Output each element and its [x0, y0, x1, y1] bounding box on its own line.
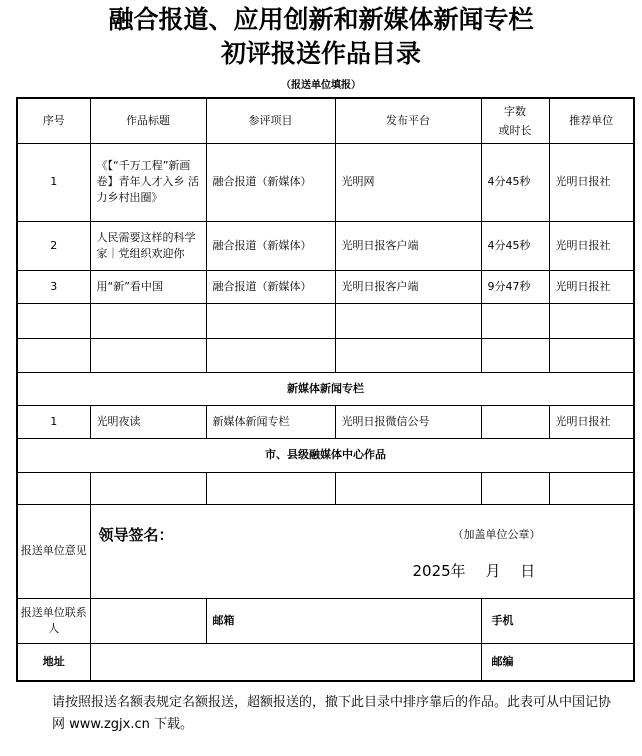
row-length — [481, 405, 549, 438]
empty-cell[interactable] — [17, 338, 90, 372]
table-row — [17, 270, 634, 303]
leader-signature-label: 领导签名： — [98, 525, 174, 544]
row-platform: 光明日报微信公号 — [335, 405, 481, 438]
contact-value[interactable] — [90, 598, 206, 643]
row-index: 1 — [17, 405, 90, 438]
row-length: 4分45秒 — [481, 221, 549, 270]
empty-cell[interactable] — [549, 303, 634, 338]
header-category: 参评项目 — [206, 98, 335, 143]
section-newmedia-heading: 新媒体新闻专栏 — [17, 372, 634, 405]
date-line: 2025年 月 日 — [412, 561, 536, 580]
empty-row — [17, 338, 634, 372]
header-unit: 推荐单位 — [549, 98, 634, 143]
row-unit: 光明日报社 — [549, 405, 634, 438]
row-title: 用“新”看中国 — [90, 270, 206, 303]
row-title: 《【“千万工程”新画卷】青年人才入乡 活力乡村出圈》 — [90, 143, 206, 221]
row-platform: 光明日报客户端 — [335, 270, 481, 303]
empty-cell[interactable] — [206, 303, 335, 338]
document-subtitle-title: 初评报送作品目录 — [220, 39, 421, 68]
table-row — [17, 221, 634, 270]
row-platform: 光明日报客户端 — [335, 221, 481, 270]
row-title: 光明夜读 — [90, 405, 206, 438]
empty-cell[interactable] — [90, 303, 206, 338]
contact-label: 报送单位联系人 — [17, 598, 90, 643]
row-length: 4分45秒 — [481, 143, 549, 221]
row-index: 2 — [17, 221, 90, 270]
document-title: 融合报道、应用创新和新媒体新闻专栏 — [108, 5, 534, 34]
empty-cell[interactable] — [335, 338, 481, 372]
submission-table — [16, 97, 635, 682]
header-index: 序号 — [17, 98, 90, 143]
empty-row — [17, 303, 634, 338]
opinion-label: 报送单位意见 — [17, 504, 90, 598]
footer-note: 请按照报送名额表规定名额报送，超额报送的，撤下此目录中排序靠后的作品。此表可从中国记协网 www.zgjx.cn 下载。 — [52, 695, 612, 732]
row-title: 人民需要这样的科学家｜党组织欢迎你 — [90, 221, 206, 270]
address-value[interactable] — [90, 643, 481, 681]
empty-cell[interactable] — [90, 338, 206, 372]
phone-label-text: 手机 — [491, 613, 514, 627]
postcode-label-text: 邮编 — [491, 654, 514, 668]
contact-row — [17, 598, 634, 643]
empty-cell[interactable] — [549, 472, 634, 504]
table-row — [17, 405, 634, 438]
table-header-row — [17, 98, 634, 143]
row-category: 融合报道（新媒体） — [206, 270, 335, 303]
empty-cell[interactable] — [17, 472, 90, 504]
row-index: 1 — [17, 143, 90, 221]
table-row — [17, 143, 634, 221]
empty-cell[interactable] — [481, 338, 549, 372]
empty-cell[interactable] — [335, 303, 481, 338]
opinion-area[interactable] — [90, 504, 634, 598]
empty-cell[interactable] — [481, 472, 549, 504]
section-county-heading: 市、县级融媒体中心作品 — [17, 438, 634, 472]
row-index: 3 — [17, 270, 90, 303]
header-work-title: 作品标题 — [90, 98, 206, 143]
email-label-text: 邮箱 — [212, 613, 235, 627]
header-length: 字数 或时长 — [481, 98, 549, 143]
row-category: 融合报道（新媒体） — [206, 221, 335, 270]
row-platform: 光明网 — [335, 143, 481, 221]
empty-cell[interactable] — [17, 303, 90, 338]
postcode-label — [481, 643, 634, 681]
address-row — [17, 643, 634, 681]
row-unit: 光明日报社 — [549, 221, 634, 270]
header-platform: 发布平台 — [335, 98, 481, 143]
seal-note: （加盖单位公章） — [452, 527, 541, 541]
row-length: 9分47秒 — [481, 270, 549, 303]
address-label: 地址 — [17, 643, 90, 681]
section-row — [17, 372, 634, 405]
email-label — [206, 598, 481, 643]
empty-cell[interactable] — [90, 472, 206, 504]
row-unit: 光明日报社 — [549, 270, 634, 303]
empty-cell[interactable] — [206, 338, 335, 372]
empty-row — [17, 472, 634, 504]
row-category: 融合报道（新媒体） — [206, 143, 335, 221]
empty-cell[interactable] — [335, 472, 481, 504]
section-row — [17, 438, 634, 472]
phone-label — [481, 598, 634, 643]
empty-cell[interactable] — [549, 338, 634, 372]
row-unit: 光明日报社 — [549, 143, 634, 221]
empty-cell[interactable] — [481, 303, 549, 338]
fill-instruction: （报送单位填报） — [281, 80, 361, 91]
opinion-row — [17, 504, 634, 598]
empty-cell[interactable] — [206, 472, 335, 504]
row-category: 新媒体新闻专栏 — [206, 405, 335, 438]
